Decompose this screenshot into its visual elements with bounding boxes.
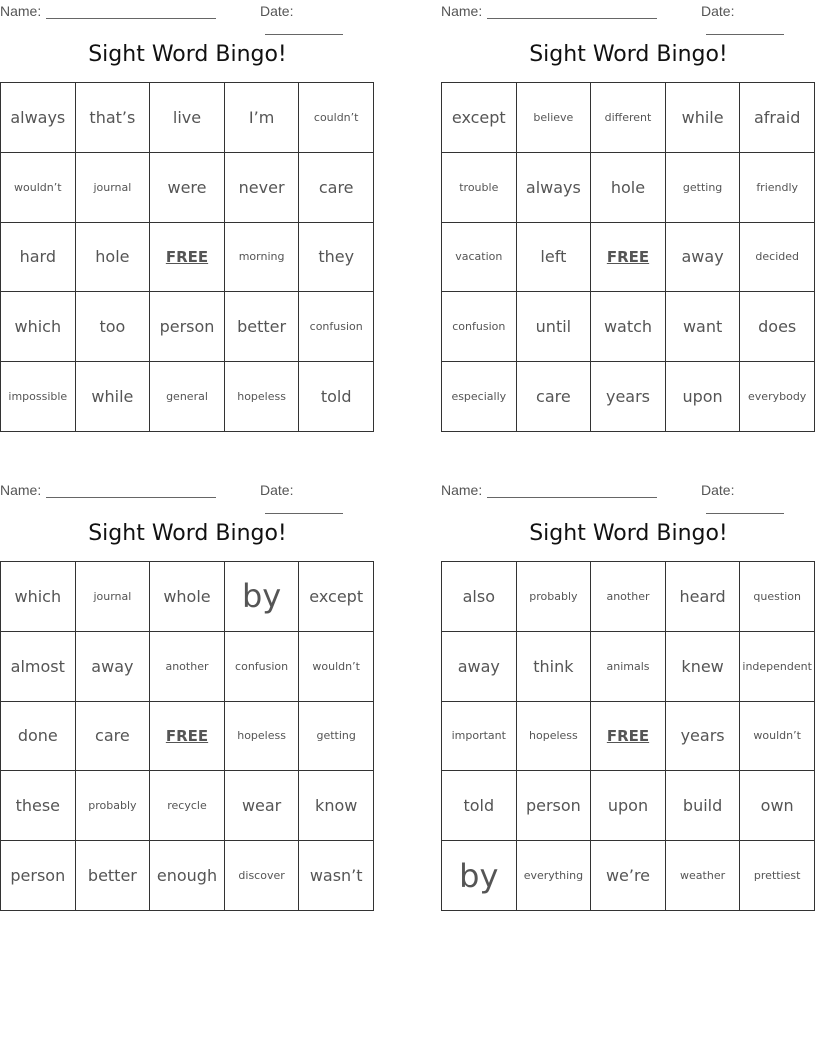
name-label: Name: bbox=[0, 482, 42, 498]
bingo-cell: told bbox=[442, 771, 517, 841]
bingo-cell: know bbox=[299, 771, 374, 841]
bingo-cell: wasn’t bbox=[299, 841, 374, 911]
bingo-cell: knew bbox=[666, 632, 741, 702]
bingo-cell: hole bbox=[76, 223, 151, 293]
bingo-cell: care bbox=[517, 362, 592, 432]
name-field bbox=[441, 3, 657, 19]
card-title: Sight Word Bingo! bbox=[88, 42, 287, 67]
bingo-cell: another bbox=[150, 632, 225, 702]
date-label: Date: bbox=[701, 482, 735, 498]
name-label: Name: bbox=[0, 3, 42, 19]
bingo-cell: trouble bbox=[442, 153, 517, 223]
bingo-cell: weather bbox=[666, 841, 741, 911]
bingo-cell: they bbox=[299, 223, 374, 293]
date-field bbox=[260, 3, 375, 35]
bingo-cell: morning bbox=[225, 223, 300, 293]
bingo-cell: independent bbox=[740, 632, 815, 702]
bingo-cell: getting bbox=[666, 153, 741, 223]
bingo-cell: always bbox=[1, 83, 76, 153]
bingo-cell: were bbox=[150, 153, 225, 223]
bingo-card bbox=[0, 479, 375, 919]
bingo-cell: decided bbox=[740, 223, 815, 293]
bingo-cell: confusion bbox=[299, 292, 374, 362]
bingo-cell: own bbox=[740, 771, 815, 841]
bingo-cell: important bbox=[442, 702, 517, 772]
bingo-grid bbox=[441, 82, 815, 432]
bingo-cell: believe bbox=[517, 83, 592, 153]
free-space: FREE bbox=[591, 223, 666, 293]
bingo-cell: afraid bbox=[740, 83, 815, 153]
date-field bbox=[701, 3, 816, 35]
bingo-cell: build bbox=[666, 771, 741, 841]
bingo-cell: wouldn’t bbox=[299, 632, 374, 702]
date-label: Date: bbox=[260, 482, 294, 498]
bingo-cell: probably bbox=[76, 771, 151, 841]
bingo-cell: too bbox=[76, 292, 151, 362]
bingo-grid bbox=[441, 561, 815, 911]
free-space: FREE bbox=[150, 702, 225, 772]
card-header bbox=[0, 3, 375, 19]
bingo-cell: while bbox=[76, 362, 151, 432]
bingo-cell: friendly bbox=[740, 153, 815, 223]
bingo-cell: does bbox=[740, 292, 815, 362]
bingo-cell: wouldn’t bbox=[740, 702, 815, 772]
bingo-cell: left bbox=[517, 223, 592, 293]
bingo-grid bbox=[0, 561, 374, 911]
bingo-cell: by bbox=[225, 562, 300, 632]
bingo-cell: upon bbox=[666, 362, 741, 432]
date-blank-line bbox=[706, 21, 784, 35]
bingo-cell: except bbox=[299, 562, 374, 632]
bingo-cell: discover bbox=[225, 841, 300, 911]
bingo-card bbox=[0, 0, 375, 440]
card-header bbox=[441, 3, 816, 19]
bingo-grid bbox=[0, 82, 374, 432]
card-title: Sight Word Bingo! bbox=[529, 42, 728, 67]
bingo-cell: everybody bbox=[740, 362, 815, 432]
bingo-cell: away bbox=[442, 632, 517, 702]
date-field bbox=[260, 482, 375, 514]
bingo-cell: confusion bbox=[442, 292, 517, 362]
bingo-cell: person bbox=[150, 292, 225, 362]
bingo-card bbox=[441, 479, 816, 919]
date-field bbox=[701, 482, 816, 514]
bingo-cell: almost bbox=[1, 632, 76, 702]
bingo-cell: confusion bbox=[225, 632, 300, 702]
bingo-cell: care bbox=[76, 702, 151, 772]
bingo-cell: probably bbox=[517, 562, 592, 632]
bingo-cell: another bbox=[591, 562, 666, 632]
name-field bbox=[441, 482, 657, 498]
name-field bbox=[0, 482, 216, 498]
bingo-cell: never bbox=[225, 153, 300, 223]
card-header bbox=[0, 482, 375, 498]
bingo-cell: prettiest bbox=[740, 841, 815, 911]
bingo-cell: we’re bbox=[591, 841, 666, 911]
card-title: Sight Word Bingo! bbox=[88, 521, 287, 546]
name-blank-line bbox=[487, 5, 657, 19]
bingo-cell: recycle bbox=[150, 771, 225, 841]
bingo-cell: live bbox=[150, 83, 225, 153]
bingo-cell: person bbox=[1, 841, 76, 911]
bingo-cell: done bbox=[1, 702, 76, 772]
bingo-cell: that’s bbox=[76, 83, 151, 153]
bingo-cell: hard bbox=[1, 223, 76, 293]
bingo-cell: getting bbox=[299, 702, 374, 772]
bingo-cell: which bbox=[1, 292, 76, 362]
bingo-cell: heard bbox=[666, 562, 741, 632]
date-blank-line bbox=[706, 500, 784, 514]
date-label: Date: bbox=[260, 3, 294, 19]
bingo-cell: everything bbox=[517, 841, 592, 911]
bingo-cell: couldn’t bbox=[299, 83, 374, 153]
bingo-card bbox=[441, 0, 816, 440]
date-label: Date: bbox=[701, 3, 735, 19]
bingo-cell: years bbox=[666, 702, 741, 772]
bingo-cell: away bbox=[666, 223, 741, 293]
bingo-cell: by bbox=[442, 841, 517, 911]
bingo-cell: journal bbox=[76, 562, 151, 632]
card-header bbox=[441, 482, 816, 498]
name-field bbox=[0, 3, 216, 19]
bingo-cell: told bbox=[299, 362, 374, 432]
bingo-cell: person bbox=[517, 771, 592, 841]
name-blank-line bbox=[46, 5, 216, 19]
bingo-cell: impossible bbox=[1, 362, 76, 432]
free-space: FREE bbox=[150, 223, 225, 293]
bingo-cell: care bbox=[299, 153, 374, 223]
bingo-cell: I’m bbox=[225, 83, 300, 153]
date-blank-line bbox=[265, 21, 343, 35]
bingo-cell: upon bbox=[591, 771, 666, 841]
bingo-cell: watch bbox=[591, 292, 666, 362]
bingo-cell: especially bbox=[442, 362, 517, 432]
bingo-cell: animals bbox=[591, 632, 666, 702]
bingo-cell: also bbox=[442, 562, 517, 632]
bingo-cell: wear bbox=[225, 771, 300, 841]
bingo-cell: journal bbox=[76, 153, 151, 223]
card-title: Sight Word Bingo! bbox=[529, 521, 728, 546]
name-label: Name: bbox=[441, 3, 483, 19]
name-label: Name: bbox=[441, 482, 483, 498]
bingo-cell: until bbox=[517, 292, 592, 362]
bingo-cell: enough bbox=[150, 841, 225, 911]
bingo-cell: better bbox=[225, 292, 300, 362]
bingo-cell: general bbox=[150, 362, 225, 432]
bingo-cell: hopeless bbox=[517, 702, 592, 772]
bingo-cell: whole bbox=[150, 562, 225, 632]
date-blank-line bbox=[265, 500, 343, 514]
bingo-cell: away bbox=[76, 632, 151, 702]
bingo-cell: hopeless bbox=[225, 702, 300, 772]
bingo-cell: better bbox=[76, 841, 151, 911]
bingo-cell: always bbox=[517, 153, 592, 223]
free-space: FREE bbox=[591, 702, 666, 772]
name-blank-line bbox=[487, 484, 657, 498]
bingo-cell: except bbox=[442, 83, 517, 153]
bingo-cell: these bbox=[1, 771, 76, 841]
bingo-cell: while bbox=[666, 83, 741, 153]
bingo-cell: want bbox=[666, 292, 741, 362]
bingo-cell: hopeless bbox=[225, 362, 300, 432]
bingo-cell: vacation bbox=[442, 223, 517, 293]
bingo-cell: hole bbox=[591, 153, 666, 223]
bingo-cell: wouldn’t bbox=[1, 153, 76, 223]
name-blank-line bbox=[46, 484, 216, 498]
bingo-cell: think bbox=[517, 632, 592, 702]
bingo-cell: years bbox=[591, 362, 666, 432]
bingo-cell: different bbox=[591, 83, 666, 153]
bingo-cell: which bbox=[1, 562, 76, 632]
bingo-cell: question bbox=[740, 562, 815, 632]
